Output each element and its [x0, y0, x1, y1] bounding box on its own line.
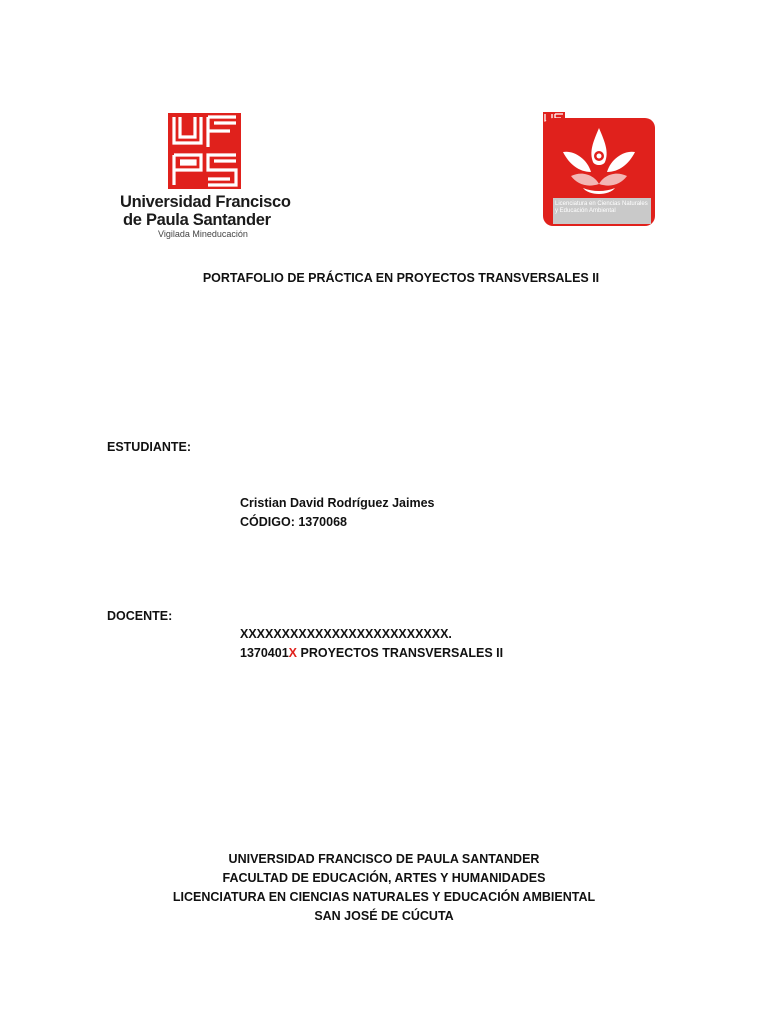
ufps-logo: [120, 113, 300, 239]
footer-program: LICENCIATURA EN CIENCIAS NATURALES Y EDUCACIÓN AMBIENTAL: [172, 890, 596, 904]
course-code-mark: X: [288, 646, 298, 660]
footer-city: SAN JOSÉ DE CÚCUTA: [314, 909, 454, 923]
student-label: ESTUDIANTE:: [107, 440, 192, 454]
ufps-name-line2: de Paula Santander: [123, 211, 271, 229]
footer-faculty: FACULTAD DE EDUCACIÓN, ARTES Y HUMANIDADES: [222, 871, 546, 885]
teacher-label: DOCENTE:: [107, 609, 173, 623]
document-title: PORTAFOLIO DE PRÁCTICA EN PROYECTOS TRANSVERSALES II: [202, 271, 600, 285]
program-label: Licenciatura en Ciencias Naturales y Educación Ambiental: [555, 201, 648, 214]
student-code: CÓDIGO: 1370068: [240, 515, 347, 529]
ufps-mark-icon: [168, 113, 241, 189]
footer-university: UNIVERSIDAD FRANCISCO DE PAULA SANTANDER: [228, 852, 540, 866]
course-code: 1370401: [240, 646, 289, 660]
teacher-name: XXXXXXXXXXXXXXXXXXXXXXXXX.: [240, 627, 452, 641]
course-name: PROYECTOS TRANSVERSALES II: [297, 646, 504, 660]
course-line: [240, 646, 503, 660]
ufps-name-line1: Universidad Francisco: [120, 193, 291, 211]
student-name: Cristian David Rodríguez Jaimes: [240, 496, 435, 510]
program-logo: [543, 112, 655, 226]
ufps-tagline: Vigilada Mineducación: [158, 229, 248, 239]
